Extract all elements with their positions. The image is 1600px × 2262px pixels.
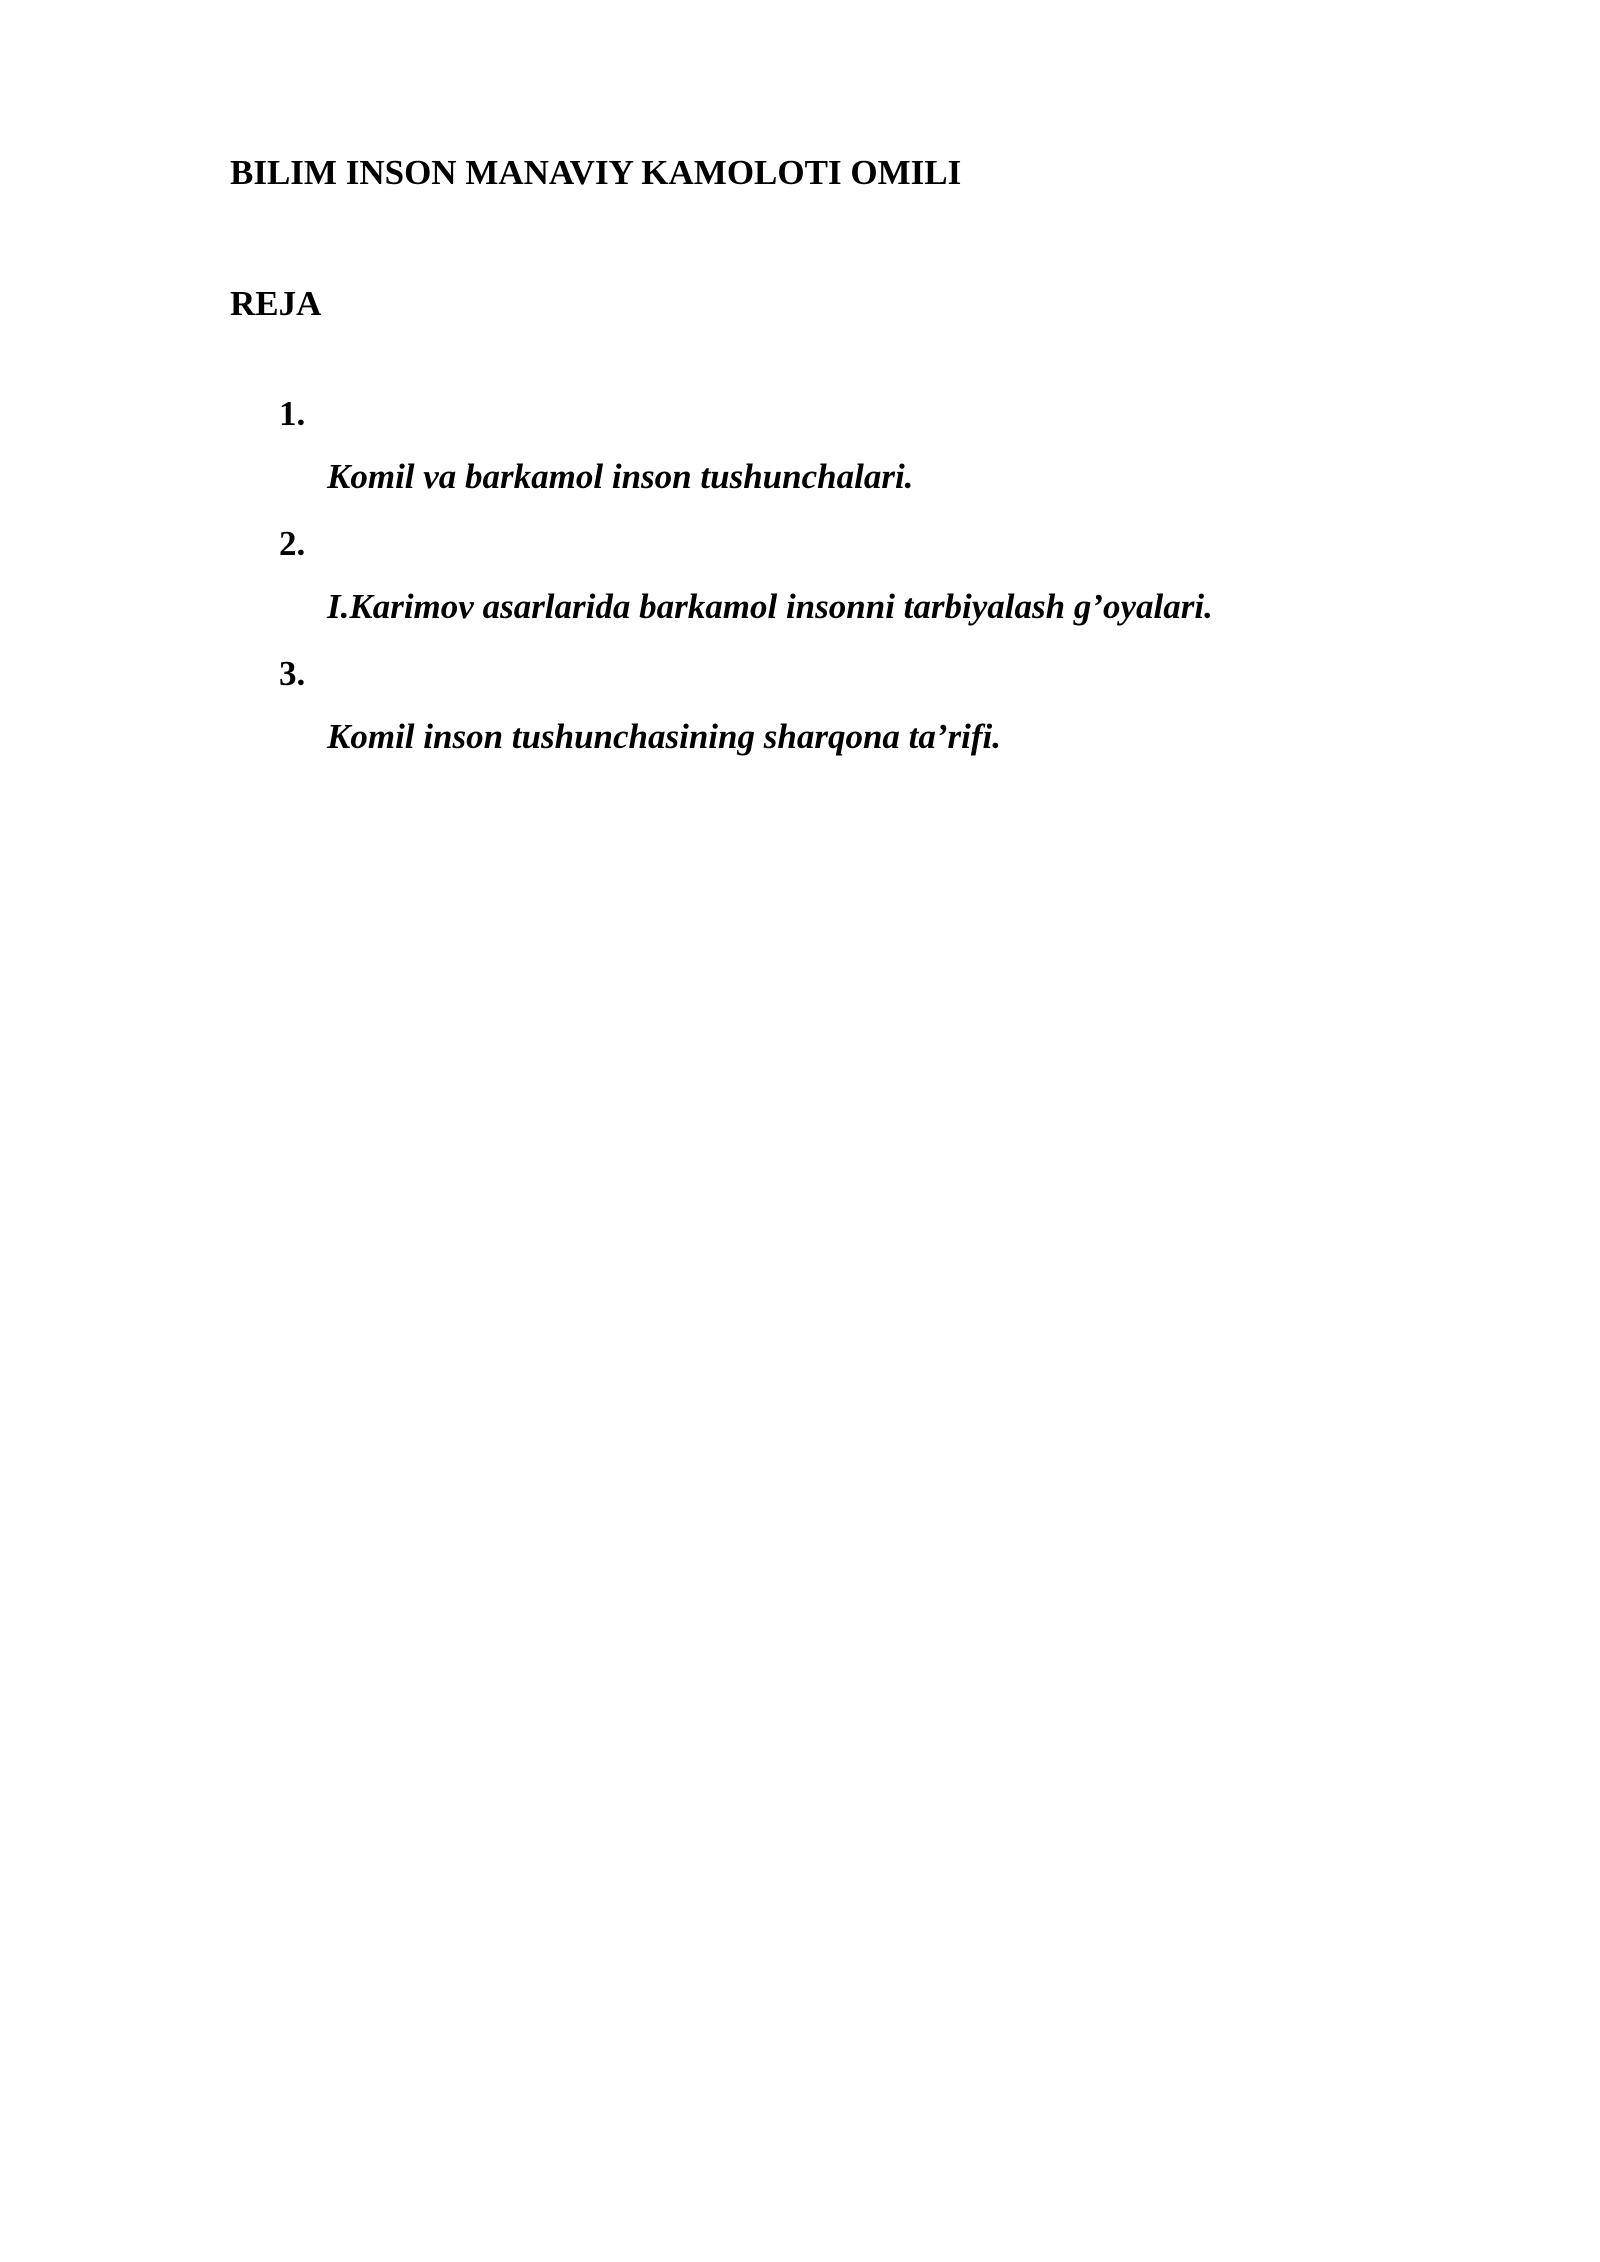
plan-item-text: I.Karimov asarlarida barkamol insonni tarbiyalash g’oyalari. — [327, 587, 1213, 626]
plan-item-number: 2. — [279, 524, 306, 563]
document-title: BILIM INSON MANAVIY KAMOLOTI OMILI — [230, 153, 962, 192]
plan-item-text: Komil inson tushunchasining sharqona ta’rifi. — [327, 717, 1002, 756]
plan-item-number: 1. — [279, 394, 306, 433]
plan-item-text: Komil va barkamol inson tushunchalari. — [327, 457, 914, 496]
plan-heading: REJA — [230, 284, 322, 323]
plan-item-number: 3. — [279, 654, 306, 693]
